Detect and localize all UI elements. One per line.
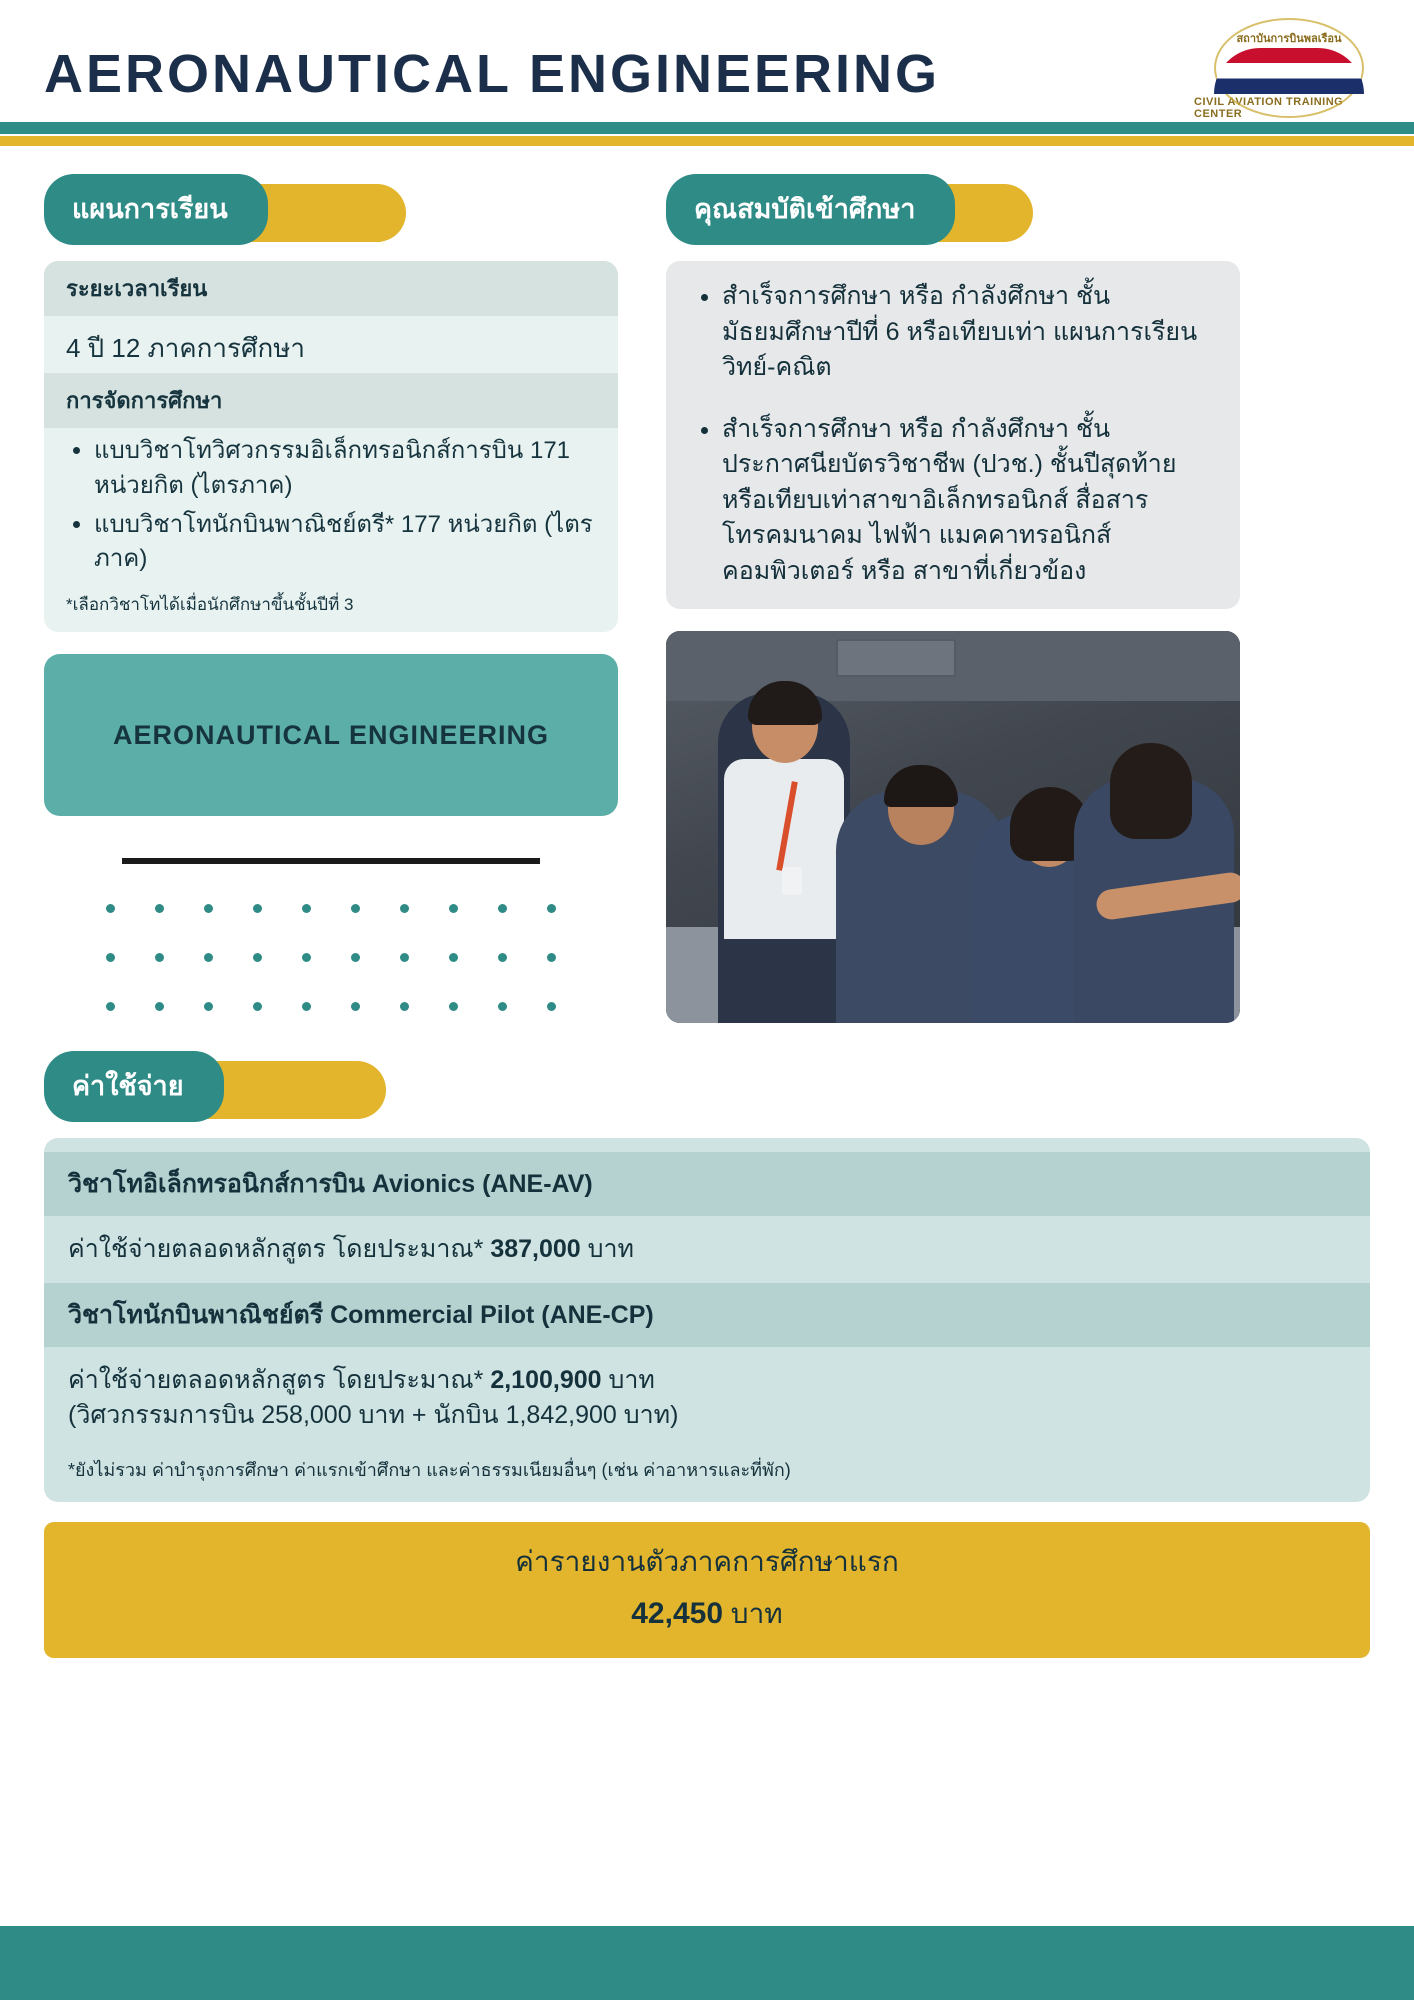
cost-breakdown: (วิศวกรรมการบิน 258,000 บาท + นักบิน 1,842,900 บาท) xyxy=(68,1401,679,1429)
cost-suffix: บาท xyxy=(580,1235,635,1263)
photo-vent xyxy=(836,639,956,677)
cost-amount: 387,000 xyxy=(490,1235,581,1263)
cost-entry-title: วิชาโทนักบินพาณิชย์ตรี Commercial Pilot (ANE-CP) xyxy=(44,1283,1370,1347)
qualifications-heading-wrap xyxy=(666,174,955,245)
dot xyxy=(449,953,458,962)
dot xyxy=(449,904,458,913)
dot xyxy=(351,904,360,913)
program-badge xyxy=(44,654,618,816)
dot xyxy=(155,1002,164,1011)
report-fee-value xyxy=(54,1592,1360,1636)
costs-note: *ยังไม่รวม ค่าบำรุงการศึกษา ค่าแรกเข้าศึกษา และค่าธรรมเนียมอื่นๆ (เช่น ค่าอาหารและที่พัก) xyxy=(68,1460,791,1480)
qualifications-heading: คุณสมบัติเข้าศึกษา xyxy=(666,174,955,245)
two-column-area xyxy=(44,174,1370,1023)
cost-entry-title: วิชาโทอิเล็กทรอนิกส์การบิน Avionics (ANE-AV) xyxy=(44,1152,1370,1216)
cost-prefix: ค่าใช้จ่ายตลอดหลักสูตร โดยประมาณ* xyxy=(68,1366,491,1394)
dot xyxy=(204,1002,213,1011)
dot xyxy=(302,953,311,962)
logo-flag-arc-icon xyxy=(1214,48,1364,94)
study-plan-heading-wrap xyxy=(44,174,268,245)
dot xyxy=(253,904,262,913)
footer-bar xyxy=(0,1926,1414,2000)
list-item: • สำเร็จการศึกษา หรือ กำลังศึกษา ชั้นมัธยมศึกษาปีที่ 6 หรือเทียบเท่า แผนการเรียน วิทย์-คณิต xyxy=(722,279,1216,386)
column-left xyxy=(44,174,618,1023)
dot xyxy=(253,953,262,962)
costs-panel xyxy=(44,1138,1370,1502)
report-fee-amount: 42,450 xyxy=(631,1597,724,1630)
logo-top-text: สถาบันการบินพลเรือน xyxy=(1236,32,1342,45)
dot xyxy=(498,1002,507,1011)
dot xyxy=(498,953,507,962)
dot xyxy=(547,953,556,962)
report-fee-label: ค่ารายงานตัวภาคการศึกษาแรก xyxy=(515,1546,899,1577)
dot xyxy=(155,953,164,962)
dot xyxy=(400,953,409,962)
dot xyxy=(204,904,213,913)
dot xyxy=(155,904,164,913)
photo-student-3-hair xyxy=(1110,743,1192,839)
study-plan-footnote: *เลือกวิชาโทได้เมื่อนักศึกษาขึ้นชั้นปีที่ 3 xyxy=(66,595,354,615)
costs-section xyxy=(44,1051,1370,1658)
study-plan-panel xyxy=(44,261,618,632)
program-badge-label: AERONAUTICAL ENGINEERING xyxy=(112,719,550,750)
costs-heading: ค่าใช้จ่าย xyxy=(44,1051,224,1122)
dot xyxy=(106,1002,115,1011)
cost-suffix: บาท xyxy=(601,1366,655,1394)
logo-bottom-text: CIVIL AVIATION TRAINING CENTER xyxy=(1194,95,1344,120)
cost-entry-body xyxy=(44,1347,1370,1449)
dot-grid-decoration xyxy=(86,904,576,1011)
dot xyxy=(106,904,115,913)
dot xyxy=(106,953,115,962)
qualifications-list xyxy=(690,279,1216,589)
page-header xyxy=(0,0,1414,148)
page-body xyxy=(0,174,1414,1658)
cost-amount: 2,100,900 xyxy=(490,1366,602,1394)
report-fee-unit: บาท xyxy=(723,1598,783,1629)
management-label: การจัดการศึกษา xyxy=(44,373,618,428)
dot xyxy=(351,1002,360,1011)
dot xyxy=(547,904,556,913)
photo-id-badge xyxy=(782,867,802,895)
dot xyxy=(253,1002,262,1011)
study-plan-heading: แผนการเรียน xyxy=(44,174,268,245)
dot xyxy=(400,904,409,913)
header-rule-gold xyxy=(0,136,1414,146)
page-title: AERONAUTICAL ENGINEERING xyxy=(44,44,941,104)
dot xyxy=(498,904,507,913)
costs-heading-wrap xyxy=(44,1051,224,1122)
civil-aviation-training-center-logo xyxy=(1194,14,1384,134)
dot xyxy=(204,953,213,962)
dot xyxy=(302,904,311,913)
header-rule-teal xyxy=(0,122,1414,134)
dot xyxy=(449,1002,458,1011)
list-item: • แบบวิชาโทนักบินพาณิชย์ตรี* 177 หน่วยกิต (ไตรภาค) xyxy=(94,508,596,578)
list-item: • สำเร็จการศึกษา หรือ กำลังศึกษา ชั้นประกาศนียบัตรวิชาชีพ (ปวช.) ชั้นปีสุดท้าย หรือเทียบเท่าสาขาอิเล็กทรอนิกส์ สื่อสาร โทรคมนาคม ไฟฟ้า แมคคาทรอนิกส์ คอมพิวเตอร์ หรือ สาขาที่เกี่ยวข้อง xyxy=(722,412,1216,590)
cost-entry-body xyxy=(44,1216,1370,1283)
column-right xyxy=(666,174,1240,1023)
divider xyxy=(122,858,540,864)
dot xyxy=(547,1002,556,1011)
duration-value: 4 ปี 12 ภาคการศึกษา xyxy=(66,333,305,363)
dot xyxy=(400,1002,409,1011)
qualifications-panel xyxy=(666,261,1240,609)
duration-label: ระยะเวลาเรียน xyxy=(44,261,618,316)
dot xyxy=(302,1002,311,1011)
dot xyxy=(351,953,360,962)
list-item: • แบบวิชาโทวิศวกรรมอิเล็กทรอนิกส์การบิน 171 หน่วยกิต (ไตรภาค) xyxy=(94,434,596,504)
report-fee-box xyxy=(44,1522,1370,1658)
cost-prefix: ค่าใช้จ่ายตลอดหลักสูตร โดยประมาณ* xyxy=(68,1235,491,1263)
lab-photo xyxy=(666,631,1240,1023)
management-list xyxy=(44,434,618,577)
